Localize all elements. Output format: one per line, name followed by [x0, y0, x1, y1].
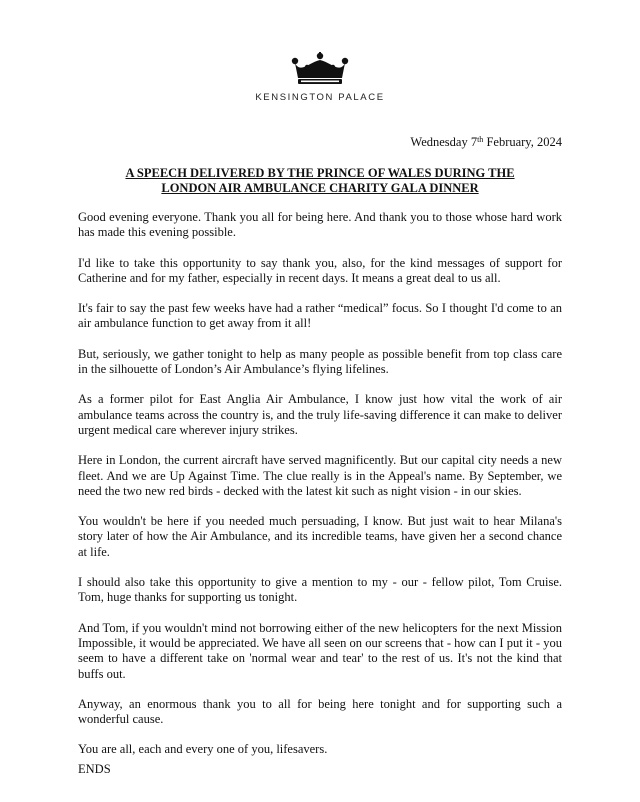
paragraph: Good evening everyone. Thank you all for being here. And thank you to those whose hard work has made this evening possible. — [78, 210, 562, 240]
ends-marker: ENDS — [78, 762, 111, 776]
paragraph: Anyway, an enormous thank you to all for being here tonight and for supporting such a wonderful cause. — [78, 696, 562, 727]
date-day: Wednesday 7 — [410, 135, 478, 149]
crown-icon — [288, 52, 352, 88]
organisation-name: KENSINGTON PALACE — [255, 92, 385, 103]
paragraph: I'd like to take this opportunity to say thank you, also, for the kind messages of support for Catherine and for my father, especially in recent days. It means a great deal to us all. — [78, 255, 562, 285]
paragraph: I should also take this opportunity to give a mention to my - our - fellow pilot, Tom Cruise. Tom, huge thanks for supporting us tonight. — [78, 575, 562, 605]
document-title — [78, 166, 562, 196]
date-suffix: th — [477, 135, 484, 144]
paragraph: You are all, each and every one of you, lifesavers. — [78, 742, 328, 757]
title-line-1: A SPEECH DELIVERED BY THE PRINCE OF WALES DURING THE — [125, 166, 515, 180]
paragraph: But, seriously, we gather tonight to help as many people as possible benefit from top class care in the silhouette of London’s Air Ambulance’s flying lifelines. — [78, 346, 562, 377]
title-line-2: LONDON AIR AMBULANCE CHARITY GALA DINNER — [161, 181, 479, 195]
paragraph: Here in London, the current aircraft have served magnificently. But our capital city needs a new fleet. And we are Up Against Time. The clue really is in the Appeal's name. By September, we need the two new red birds - decked with the latest kit such as night vision - in our skies. — [78, 453, 562, 498]
paragraph: You wouldn't be here if you needed much persuading, I know. But just wait to hear Milana's story later of how the Air Ambulance, and its incredible teams, have given her a second chance at life. — [78, 514, 562, 559]
paragraph: And Tom, if you wouldn't mind not borrowing either of the new helicopters for the next Mission Impossible, it would be appreciated. We have all seen on our screens that - how can I put it - you seem to have a different take on 'normal wear and tear' to the rest of us. It's not the kind that buffs out. — [78, 620, 562, 681]
paragraph: It's fair to say the past few weeks have had a rather “medical” focus. So I thought I'd come to an air ambulance function to get away from it all! — [78, 301, 562, 331]
date-rest: February, 2024 — [483, 135, 562, 149]
speech-body — [78, 210, 562, 773]
speech-date — [410, 135, 562, 150]
paragraph: As a former pilot for East Anglia Air Ambulance, I know just how vital the work of air ambulance teams across the country is, and the truly life-saving difference it can make to deliver urgent medical care wherever injury strikes. — [78, 392, 562, 437]
